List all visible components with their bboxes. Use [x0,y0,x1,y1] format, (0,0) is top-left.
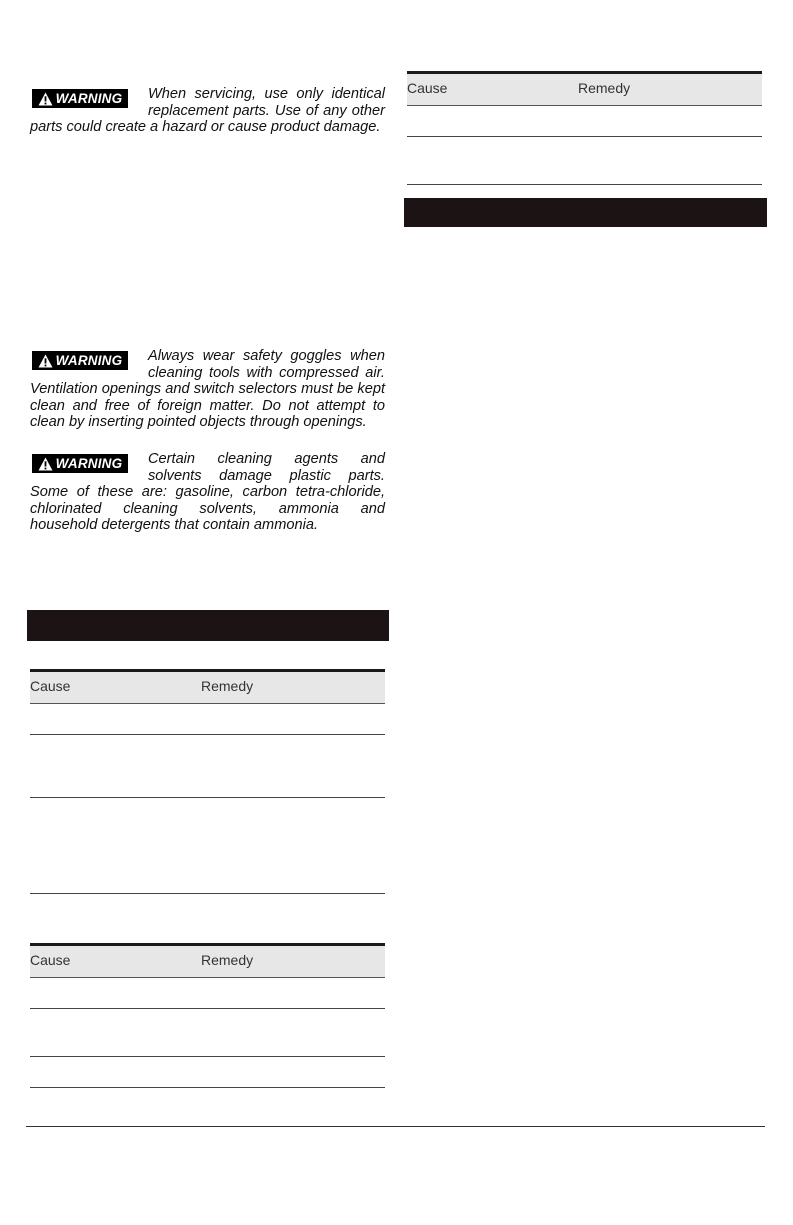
troubleshooting-table-3 [407,71,762,187]
table-row-divider [407,184,762,185]
troubleshooting-table-2 [30,943,385,1089]
warning-badge-label: WARNING [55,456,123,471]
warning-badge [32,89,128,108]
warning-block-goggles [30,348,385,431]
warning-text: When servicing, use only identical replacement parts. Use of any other parts could create a hazard or cause product damage. [30,86,385,135]
warning-text: Always wear safety goggles when cleaning tools with compressed air. Ventilation openings and switch selectors must be kept clean and free of foreign matter. Do not attempt to clean by inserting pointed objects through openings. [30,348,385,430]
cause-column-header: Cause [407,80,448,96]
warning-triangle-icon [38,457,53,471]
warning-triangle-icon [38,354,53,368]
warning-text: Certain cleaning agents and solvents damage plastic parts. Some of these are: gasoline, carbon tetra-chloride, chlorinated cleaning solvents, ammonia and household detergents that contain ammonia. [30,451,385,533]
cause-column-header: Cause [30,952,71,968]
troubleshooting-table-1 [30,669,385,895]
warning-block-servicing [30,86,385,136]
table-row-divider [30,1087,385,1088]
table-row-divider [30,1056,385,1057]
table-header [407,71,762,106]
table-header [30,943,385,978]
cause-column-header: Cause [30,678,71,694]
table-header [30,669,385,704]
warning-block-cleaning-agents [30,451,385,534]
section-heading-bar-left [27,610,389,641]
section-heading-bar-right [404,198,767,227]
warning-triangle-icon [38,92,53,106]
table-row-divider [30,1008,385,1009]
table-row-divider [30,893,385,894]
table-row-divider [30,734,385,735]
warning-badge [32,454,128,473]
table-row-divider [30,797,385,798]
footer-divider [26,1126,765,1127]
remedy-column-header: Remedy [201,952,254,968]
remedy-column-header: Remedy [201,678,254,694]
table-row-divider [407,136,762,137]
warning-badge [32,351,128,370]
remedy-column-header: Remedy [578,80,631,96]
warning-badge-label: WARNING [55,353,123,368]
warning-badge-label: WARNING [55,91,123,106]
